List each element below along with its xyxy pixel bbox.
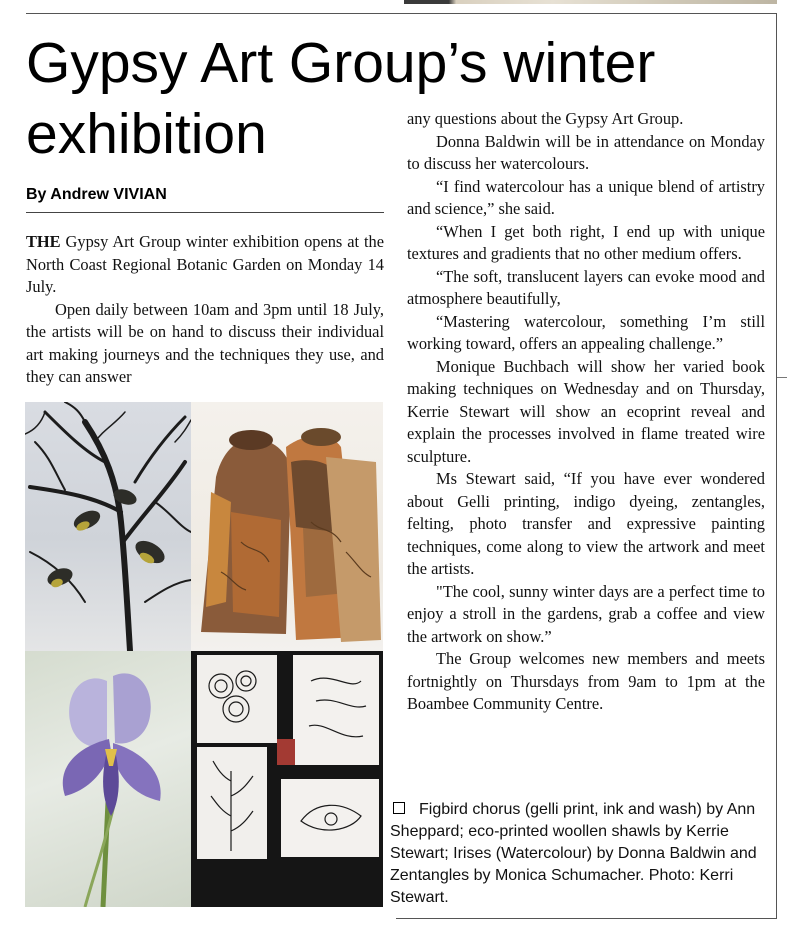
zentangles-photo xyxy=(191,651,383,907)
byline: By Andrew VIVIAN xyxy=(26,186,167,203)
article-paragraph: any questions about the Gypsy Art Group. xyxy=(407,109,684,128)
side-tick-mark xyxy=(777,377,787,378)
photo-caption xyxy=(390,799,774,909)
article-paragraph: "The cool, sunny winter days are a perfect time to enjoy a stroll in the gardens, grab a coffee and view the artwork on show.” xyxy=(407,581,765,646)
top-edge-image-strip xyxy=(404,0,777,4)
article-paragraph: “Mastering watercolour, something I’m still working toward, offers an appealing challenge.” xyxy=(407,311,765,353)
lead-word: THE xyxy=(26,232,61,251)
frame-right-rule xyxy=(776,13,777,919)
article-paragraph: “I find watercolour has a unique blend of artistry and science,” she said. xyxy=(407,176,765,218)
frame-top-rule xyxy=(26,13,777,14)
shawls-artwork xyxy=(191,402,383,651)
figbird-artwork xyxy=(25,402,191,651)
article-paragraph: Donna Baldwin will be in attendance on Monday to discuss her watercolours. xyxy=(407,131,765,173)
paragraph-text: Gypsy Art Group winter exhibition opens at the North Coast Regional Botanic Garden on Monday 14 July. xyxy=(26,232,384,296)
article-column-left xyxy=(26,231,384,389)
byline-divider xyxy=(26,212,384,213)
article-paragraph: Ms Stewart said, “If you have ever wondered about Gelli printing, indigo dyeing, zentangles, felting, photo transfer and expressive painting techniques, come along to view the artwork and meet the artists. xyxy=(407,469,765,578)
article-paragraph: Open daily between 10am and 3pm until 18 July, the artists will be on hand to discuss their individual art making journeys and the techniques they use, and they can answer xyxy=(26,299,384,386)
article-paragraph xyxy=(26,231,384,299)
article-paragraph: “The soft, translucent layers can evoke mood and atmosphere beautifully, xyxy=(407,266,765,308)
checkbox-icon xyxy=(393,802,405,814)
zentangles-artwork xyxy=(191,651,383,907)
headline: Gypsy Art Group’s winter exhibition xyxy=(26,31,656,166)
article-paragraph: The Group welcomes new members and meets fortnightly on Thursdays from 9am to 1pm at the Boambee Community Centre. xyxy=(407,649,765,713)
article-paragraph: “When I get both right, I end up with unique textures and gradients that no other medium offers. xyxy=(407,221,765,263)
figbird-print-photo xyxy=(25,402,191,651)
article-paragraph: Monique Buchbach will show her varied book making techniques on Wednesday and on Thursday, Kerrie Stewart will show an ecoprint reveal and explain the processes involved in flame treated wire sculpture. xyxy=(407,356,765,466)
eco-printed-shawls-photo xyxy=(191,402,383,651)
frame-bottom-rule xyxy=(396,918,777,919)
caption-text: Figbird chorus (gelli print, ink and wash) by Ann Sheppard; eco-printed woollen shawls by Kerrie Stewart; Irises (Watercolour) by Donna Baldwin and Zentangles by Monica Schumacher. Photo: Kerri Stewart. xyxy=(390,801,757,906)
iris-artwork xyxy=(25,651,191,907)
article-column-right xyxy=(407,108,765,716)
irises-watercolour-photo xyxy=(25,651,191,907)
